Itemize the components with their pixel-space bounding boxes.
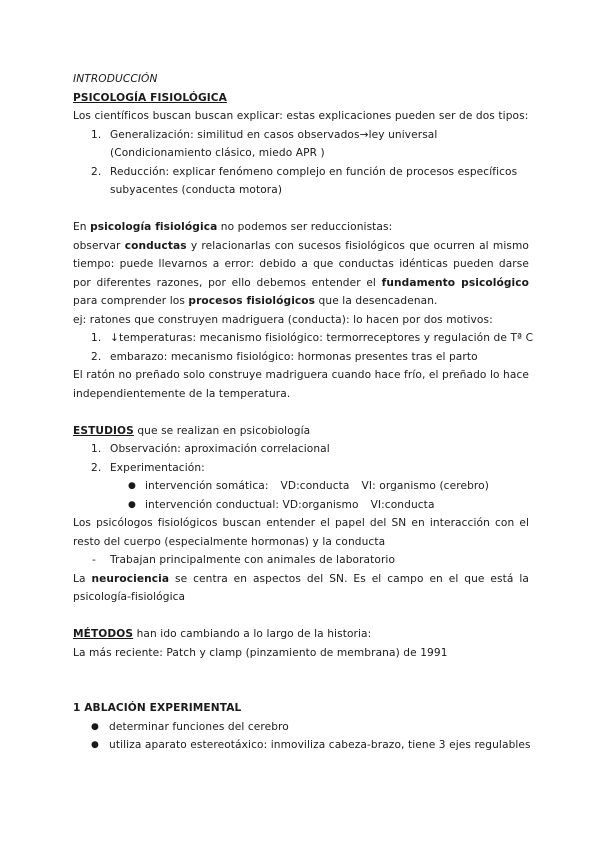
document-page (73, 70, 534, 755)
metodos-heading: MÉTODOS han ido cambiando a lo largo de la historia: (73, 628, 372, 640)
list-item: - Trabajan principalmente con animales de laboratorio (73, 551, 529, 570)
paragraph-psicologos: Los psicólogos fisiológicos buscan entender el papel del SN en interacción con el resto del cuerpo (especialmente hormonas) y la conducta (73, 517, 529, 548)
list-text: Reducción: explicar fenómeno complejo en función de procesos específicos (110, 165, 518, 178)
list-text: embarazo: mecanismo fisiológico: hormonas presentes tras el parto (110, 350, 478, 363)
bullet-icon: ● (128, 499, 136, 510)
section-title-psicologia: PSICOLOGÍA FISIOLÓGICA (73, 91, 227, 104)
list-continuation: (Condicionamiento clásico, miedo APR ) (110, 147, 325, 159)
list-text: Experimentación: (110, 461, 205, 474)
list-item (73, 459, 529, 478)
list-item: ● intervención conductual: VD:organismo VI:conducta (73, 496, 529, 515)
list-number: 1. (91, 443, 102, 455)
estudios-heading: ESTUDIOS que se realizan en psicobiología (73, 424, 311, 437)
section-title-ablacion: 1 ABLACIÓN EXPERIMENTAL (73, 702, 242, 714)
spacer (73, 403, 529, 422)
metodos-recent: La más reciente: Patch y clamp (pinzamiento de membrana) de 1991 (73, 646, 448, 659)
list-item: ● utiliza aparato estereotáxico: inmoviliza cabeza-brazo, tiene 3 ejes regulables (73, 736, 529, 755)
intro-heading: INTRODUCCIÓN (73, 73, 158, 85)
bullet-icon: ● (128, 481, 136, 491)
paragraph-conductas: observar conductas y relacionarlas con sucesos fisiológicos que ocurren al mismo tiempo: puede llevarnos a error: debido a que conductas idénticas pueden darse por diferentes razones, por ello debemos entender el fundamento psicológico para comprender los procesos fisiológicos que la desencadenan. (73, 239, 529, 307)
list-item (73, 163, 529, 182)
list-item (73, 329, 534, 348)
bullet-icon: ● (91, 740, 99, 750)
spacer (73, 662, 529, 681)
list-number: 1. (91, 128, 102, 141)
list-number: 2. (91, 350, 102, 363)
list-item (73, 440, 529, 459)
paragraph-reduccionistas: En psicología fisiológica no podemos ser reduccionistas: (73, 221, 393, 233)
list-item: ● determinar funciones del cerebro (73, 718, 529, 737)
list-number: 2. (91, 461, 102, 474)
list-item (73, 348, 529, 367)
spacer (73, 200, 529, 219)
list-text: Generalización: similitud en casos observados→ley universal (110, 128, 438, 141)
list-continuation: subyacentes (conducta motora) (110, 184, 283, 196)
bullet-icon: ● (91, 721, 99, 732)
paragraph-neurociencia: La neurociencia se centra en aspectos del SN. Es el campo en el que está la psicología-fisiológica (73, 572, 529, 603)
paragraph-raton: El ratón no preñado solo construye madriguera cuando hace frío, el preñado lo hace independientemente de la temperatura. (73, 369, 529, 400)
intro-lead: Los científicos buscan buscan explicar: estas explicaciones pueden ser de dos tipos: (73, 110, 529, 122)
list-number: 2. (91, 165, 102, 178)
example-line: ej: ratones que construyen madriguera (conducta): lo hacen por dos motivos: (73, 313, 493, 326)
list-text: Observación: aproximación correlacional (110, 443, 330, 455)
list-number: 1. (91, 332, 102, 344)
list-item: ● intervención somática: VD:conducta VI: organismo (cerebro) (73, 477, 529, 496)
spacer (73, 607, 529, 626)
dash-icon: - (92, 554, 96, 566)
spacer (73, 681, 529, 700)
list-text: ↓temperaturas: mecanismo fisiológico: termorreceptores y regulación de Tª C (110, 332, 534, 344)
list-item (73, 126, 529, 145)
